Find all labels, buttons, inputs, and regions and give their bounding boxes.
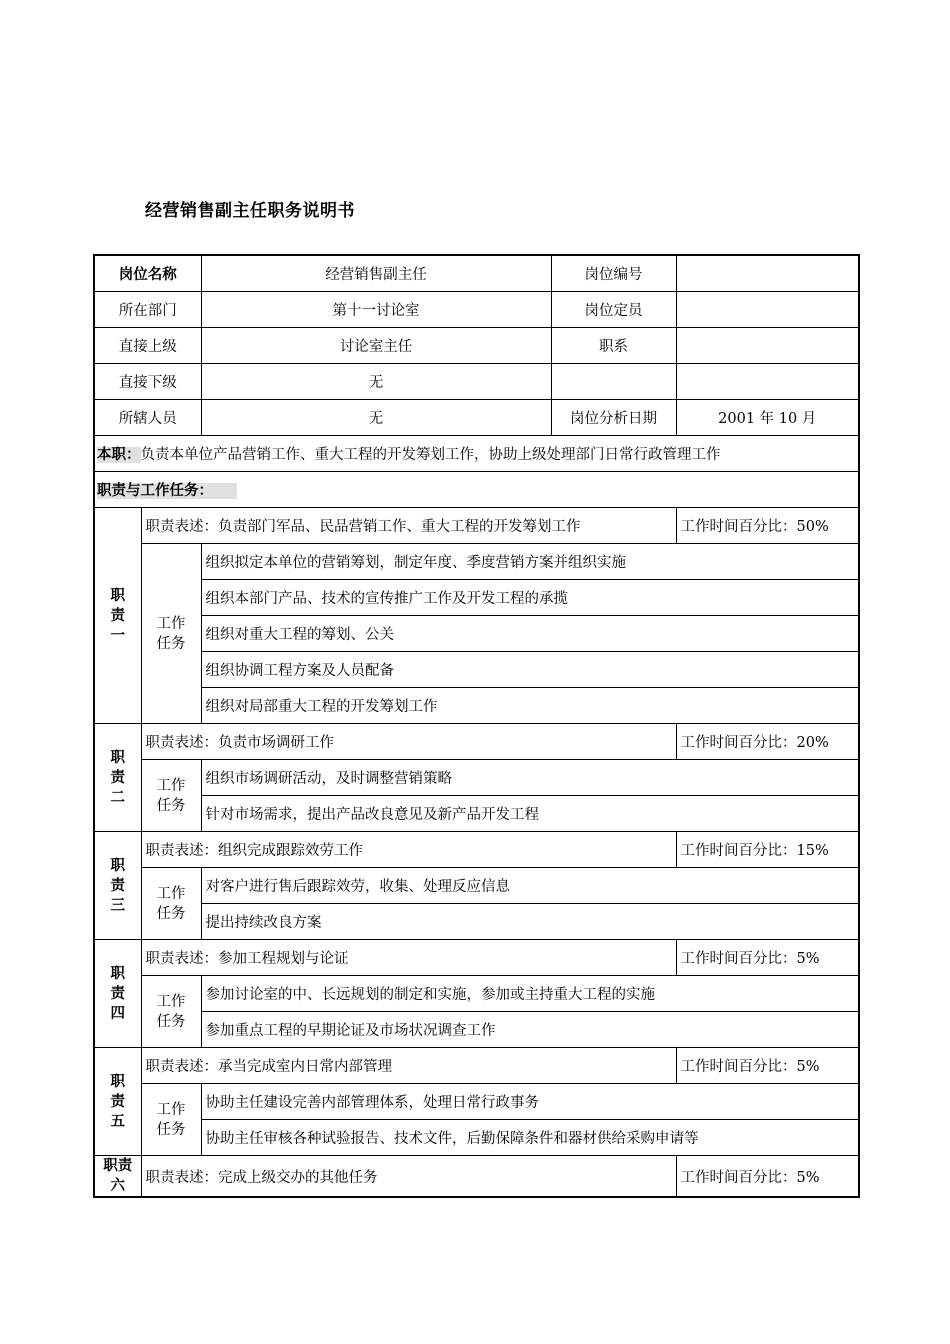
duty-task-row bbox=[94, 580, 859, 616]
series-label: 职系 bbox=[551, 328, 676, 364]
analysis-date-value: 2001 年 10 月 bbox=[676, 400, 859, 436]
info-row-dept bbox=[94, 292, 859, 328]
duty-summary-row bbox=[94, 436, 859, 472]
duty-desc-row bbox=[94, 508, 859, 544]
duty-task-row bbox=[94, 976, 859, 1012]
dept-value: 第十一讨论室 bbox=[201, 292, 551, 328]
duty-time-percent: 工作时间百分比：5% bbox=[676, 1048, 859, 1084]
duty-task-row bbox=[94, 652, 859, 688]
duty-task-row bbox=[94, 904, 859, 940]
series-value bbox=[676, 328, 859, 364]
duty-task-row bbox=[94, 760, 859, 796]
task-label-text: 工作任务 bbox=[156, 777, 186, 814]
duty-description: 职责表述：完成上级交办的其他任务 bbox=[141, 1156, 676, 1198]
duty-desc-row bbox=[94, 1156, 859, 1198]
empty-cell bbox=[551, 364, 676, 400]
duty-desc-row bbox=[94, 940, 859, 976]
task-label-text: 工作任务 bbox=[156, 615, 186, 652]
superior-label: 直接上级 bbox=[94, 328, 201, 364]
duty-name bbox=[94, 724, 141, 832]
superior-value: 讨论室主任 bbox=[201, 328, 551, 364]
task-label bbox=[141, 868, 201, 940]
task-label bbox=[141, 1084, 201, 1156]
info-row-post-name bbox=[94, 255, 859, 292]
post-name-value: 经营销售副主任 bbox=[201, 255, 551, 292]
task-label bbox=[141, 976, 201, 1048]
duty-task-row bbox=[94, 1012, 859, 1048]
duty-desc-row bbox=[94, 832, 859, 868]
duty-time-percent: 工作时间百分比：20% bbox=[676, 724, 859, 760]
task-item: 协助主任建设完善内部管理体系，处理日常行政事务 bbox=[201, 1084, 859, 1120]
duty-task-row bbox=[94, 616, 859, 652]
duty-description: 职责表述：负责市场调研工作 bbox=[141, 724, 676, 760]
task-item: 组织对重大工程的筹划、公关 bbox=[201, 616, 859, 652]
duty-description: 职责表述：承当完成室内日常内部管理 bbox=[141, 1048, 676, 1084]
duty-description: 职责表述：参加工程规划与论证 bbox=[141, 940, 676, 976]
duty-description: 职责表述：负责部门军品、民品营销工作、重大工程的开发筹划工作 bbox=[141, 508, 676, 544]
task-label-text: 工作任务 bbox=[156, 1101, 186, 1138]
duty-task-row bbox=[94, 544, 859, 580]
info-row-subordinate bbox=[94, 364, 859, 400]
task-item: 参加重点工程的早期论证及市场状况调查工作 bbox=[201, 1012, 859, 1048]
duty-task-row bbox=[94, 688, 859, 724]
duty-task-row bbox=[94, 1120, 859, 1156]
duty-name-text: 职责二 bbox=[110, 749, 125, 806]
task-item: 针对市场需求，提出产品改良意见及新产品开发工程 bbox=[201, 796, 859, 832]
duties-header-row bbox=[94, 472, 859, 508]
task-item: 对客户进行售后跟踪效劳，收集、处理反应信息 bbox=[201, 868, 859, 904]
task-item: 组织本部门产品、技术的宣传推广工作及开发工程的承揽 bbox=[201, 580, 859, 616]
staff-value: 无 bbox=[201, 400, 551, 436]
duty-time-percent: 工作时间百分比：5% bbox=[676, 940, 859, 976]
info-row-staff bbox=[94, 400, 859, 436]
duty-name-text: 职责一 bbox=[110, 587, 125, 644]
duty-name bbox=[94, 508, 141, 724]
job-description-table bbox=[93, 254, 860, 1198]
task-item: 协助主任审核各种试验报告、技术文件，后勤保障条件和器材供给采购申请等 bbox=[201, 1120, 859, 1156]
duties-header: 职责与工作任务： bbox=[97, 483, 237, 499]
task-label-text: 工作任务 bbox=[156, 885, 186, 922]
duty-name-text: 职责三 bbox=[110, 857, 125, 914]
duty-time-percent: 工作时间百分比：50% bbox=[676, 508, 859, 544]
duty-time-percent: 工作时间百分比：5% bbox=[676, 1156, 859, 1198]
task-label bbox=[141, 760, 201, 832]
duty-task-row bbox=[94, 796, 859, 832]
document-title: 经营销售副主任职务说明书 bbox=[145, 201, 355, 221]
subordinate-value: 无 bbox=[201, 364, 551, 400]
duty-name bbox=[94, 940, 141, 1048]
task-label bbox=[141, 544, 201, 724]
quota-value bbox=[676, 292, 859, 328]
quota-label: 岗位定员 bbox=[551, 292, 676, 328]
subordinate-label: 直接下级 bbox=[94, 364, 201, 400]
post-no-label: 岗位编号 bbox=[551, 255, 676, 292]
info-row-superior bbox=[94, 328, 859, 364]
task-item: 组织协调工程方案及人员配备 bbox=[201, 652, 859, 688]
duty-summary-text: 负责本单位产品营销工作、重大工程的开发筹划工作，协助上级处理部门日常行政管理工作 bbox=[140, 447, 721, 463]
duty-name-text: 职责四 bbox=[110, 965, 125, 1022]
task-item: 提出持续改良方案 bbox=[201, 904, 859, 940]
task-item: 组织市场调研活动，及时调整营销策略 bbox=[201, 760, 859, 796]
duty-description: 职责表述：组织完成跟踪效劳工作 bbox=[141, 832, 676, 868]
duty-desc-row bbox=[94, 1048, 859, 1084]
duty-name-text: 职责六 bbox=[103, 1158, 133, 1194]
dept-label: 所在部门 bbox=[94, 292, 201, 328]
duty-name-text: 职责五 bbox=[110, 1073, 125, 1130]
duty-time-percent: 工作时间百分比：15% bbox=[676, 832, 859, 868]
task-item: 组织拟定本单位的营销筹划，制定年度、季度营销方案并组织实施 bbox=[201, 544, 859, 580]
duty-name bbox=[94, 1048, 141, 1156]
analysis-date-label: 岗位分析日期 bbox=[551, 400, 676, 436]
post-name-label: 岗位名称 bbox=[94, 255, 201, 292]
duty-task-row bbox=[94, 868, 859, 904]
duty-name bbox=[94, 832, 141, 940]
duties-section bbox=[94, 508, 859, 1198]
empty-cell bbox=[676, 364, 859, 400]
duty-name bbox=[94, 1156, 141, 1198]
duty-desc-row bbox=[94, 724, 859, 760]
task-item: 参加讨论室的中、长远规划的制定和实施，参加或主持重大工程的实施 bbox=[201, 976, 859, 1012]
task-item: 组织对局部重大工程的开发筹划工作 bbox=[201, 688, 859, 724]
post-no-value bbox=[676, 255, 859, 292]
duty-task-row bbox=[94, 1084, 859, 1120]
task-label-text: 工作任务 bbox=[156, 993, 186, 1030]
duty-summary-label: 本职： bbox=[97, 447, 141, 463]
staff-label: 所辖人员 bbox=[94, 400, 201, 436]
